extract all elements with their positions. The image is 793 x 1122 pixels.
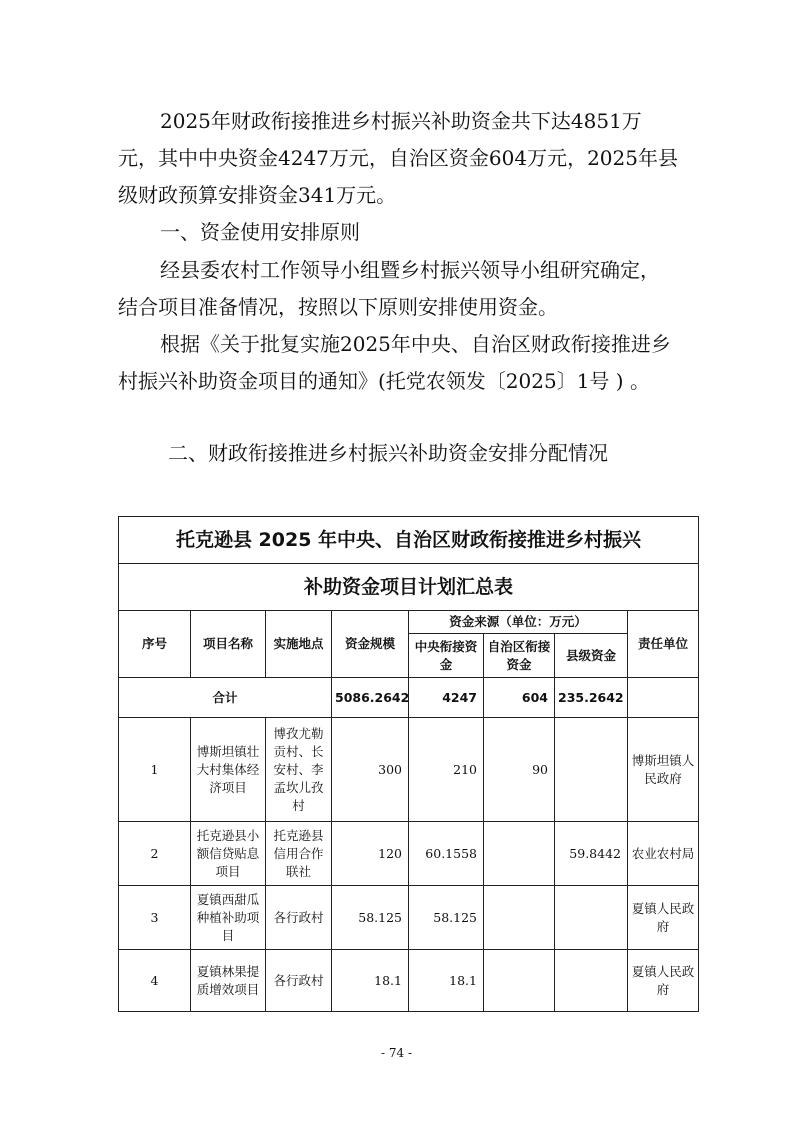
total-scale: 5086.2642 [332,678,409,718]
total-label: 合计 [119,678,332,718]
funding-summary-paragraph: 2025年财政衔接推进乡村振兴补助资金共下达4851万元，其中中央资金4247万元，自治区资金604万元，2025年县级财政预算安排资金341万元。 [118,109,678,207]
total-row [119,678,699,718]
row-location: 各行政村 [266,886,332,950]
table-title-line1: 托克逊县 2025 年中央、自治区财政衔接推进乡村振兴 [175,529,642,551]
header-central: 中央衔接资金 [409,634,484,678]
header-project-name: 项目名称 [191,611,266,678]
table-subtitle [119,564,699,611]
row-scale: 300 [332,718,409,822]
row-scale: 120 [332,822,409,886]
row-project-name: 夏镇林果提质增效项目 [191,950,266,1012]
row-region [484,950,555,1012]
header-source-group: 资金来源（单位：万元） [409,611,628,634]
basis-paragraph: 根据《关于批复实施2025年中央、自治区财政衔接推进乡村振兴补助资金项目的通知》(托党农领发〔2025〕1号 ) 。 [118,332,671,393]
header-location: 实施地点 [266,611,332,678]
row-county [555,950,628,1012]
row-county: 59.8442 [555,822,628,886]
page-number: - 74 - [380,1046,412,1060]
section-heading-principles: 一、资金使用安排原则 [160,220,360,244]
section-heading-allocation: 二、财政衔接推进乡村振兴补助资金安排分配情况 [168,441,608,465]
header-county: 县级资金 [555,634,628,678]
row-scale: 18.1 [332,950,409,1012]
header-seq: 序号 [119,611,191,678]
row-county [555,886,628,950]
row-seq: 3 [119,886,191,950]
total-region: 604 [484,678,555,718]
row-seq: 1 [119,718,191,822]
row-central: 18.1 [409,950,484,1012]
row-central: 60.1558 [409,822,484,886]
row-owner: 夏镇人民政府 [628,886,699,950]
row-seq: 2 [119,822,191,886]
row-central: 210 [409,718,484,822]
row-owner: 农业农村局 [628,822,699,886]
table-row [119,886,699,950]
row-location: 各行政村 [266,950,332,1012]
header-region: 自治区衔接资金 [484,634,555,678]
row-owner: 博斯坦镇人民政府 [628,718,699,822]
header-scale: 资金规模 [332,611,409,678]
table-row [119,718,699,822]
total-central: 4247 [409,678,484,718]
total-county: 235.2642 [555,678,628,718]
row-project-name: 夏镇西甜瓜种植补助项目 [191,886,266,950]
table-title-line2: 补助资金项目计划汇总表 [303,576,513,598]
row-project-name: 博斯坦镇壮大村集体经济项目 [191,718,266,822]
row-location: 博孜尤勒贡村、长安村、李孟坎儿孜村 [266,718,332,822]
row-county [555,718,628,822]
row-owner: 夏镇人民政府 [628,950,699,1012]
row-location: 托克逊县信用合作联社 [266,822,332,886]
table-title [119,517,699,564]
row-region: 90 [484,718,555,822]
row-region [484,886,555,950]
table-row [119,950,699,1012]
row-region [484,822,555,886]
header-owner: 责任单位 [628,611,699,678]
total-owner [628,678,699,718]
principles-paragraph: 经县委农村工作领导小组暨乡村振兴领导小组研究确定，结合项目准备情况，按照以下原则安排使用资金。 [118,258,660,319]
row-seq: 4 [119,950,191,1012]
row-scale: 58.125 [332,886,409,950]
row-project-name: 托克逊县小额信贷贴息项目 [191,822,266,886]
row-central: 58.125 [409,886,484,950]
table-row [119,822,699,886]
project-summary-table [118,516,699,1012]
